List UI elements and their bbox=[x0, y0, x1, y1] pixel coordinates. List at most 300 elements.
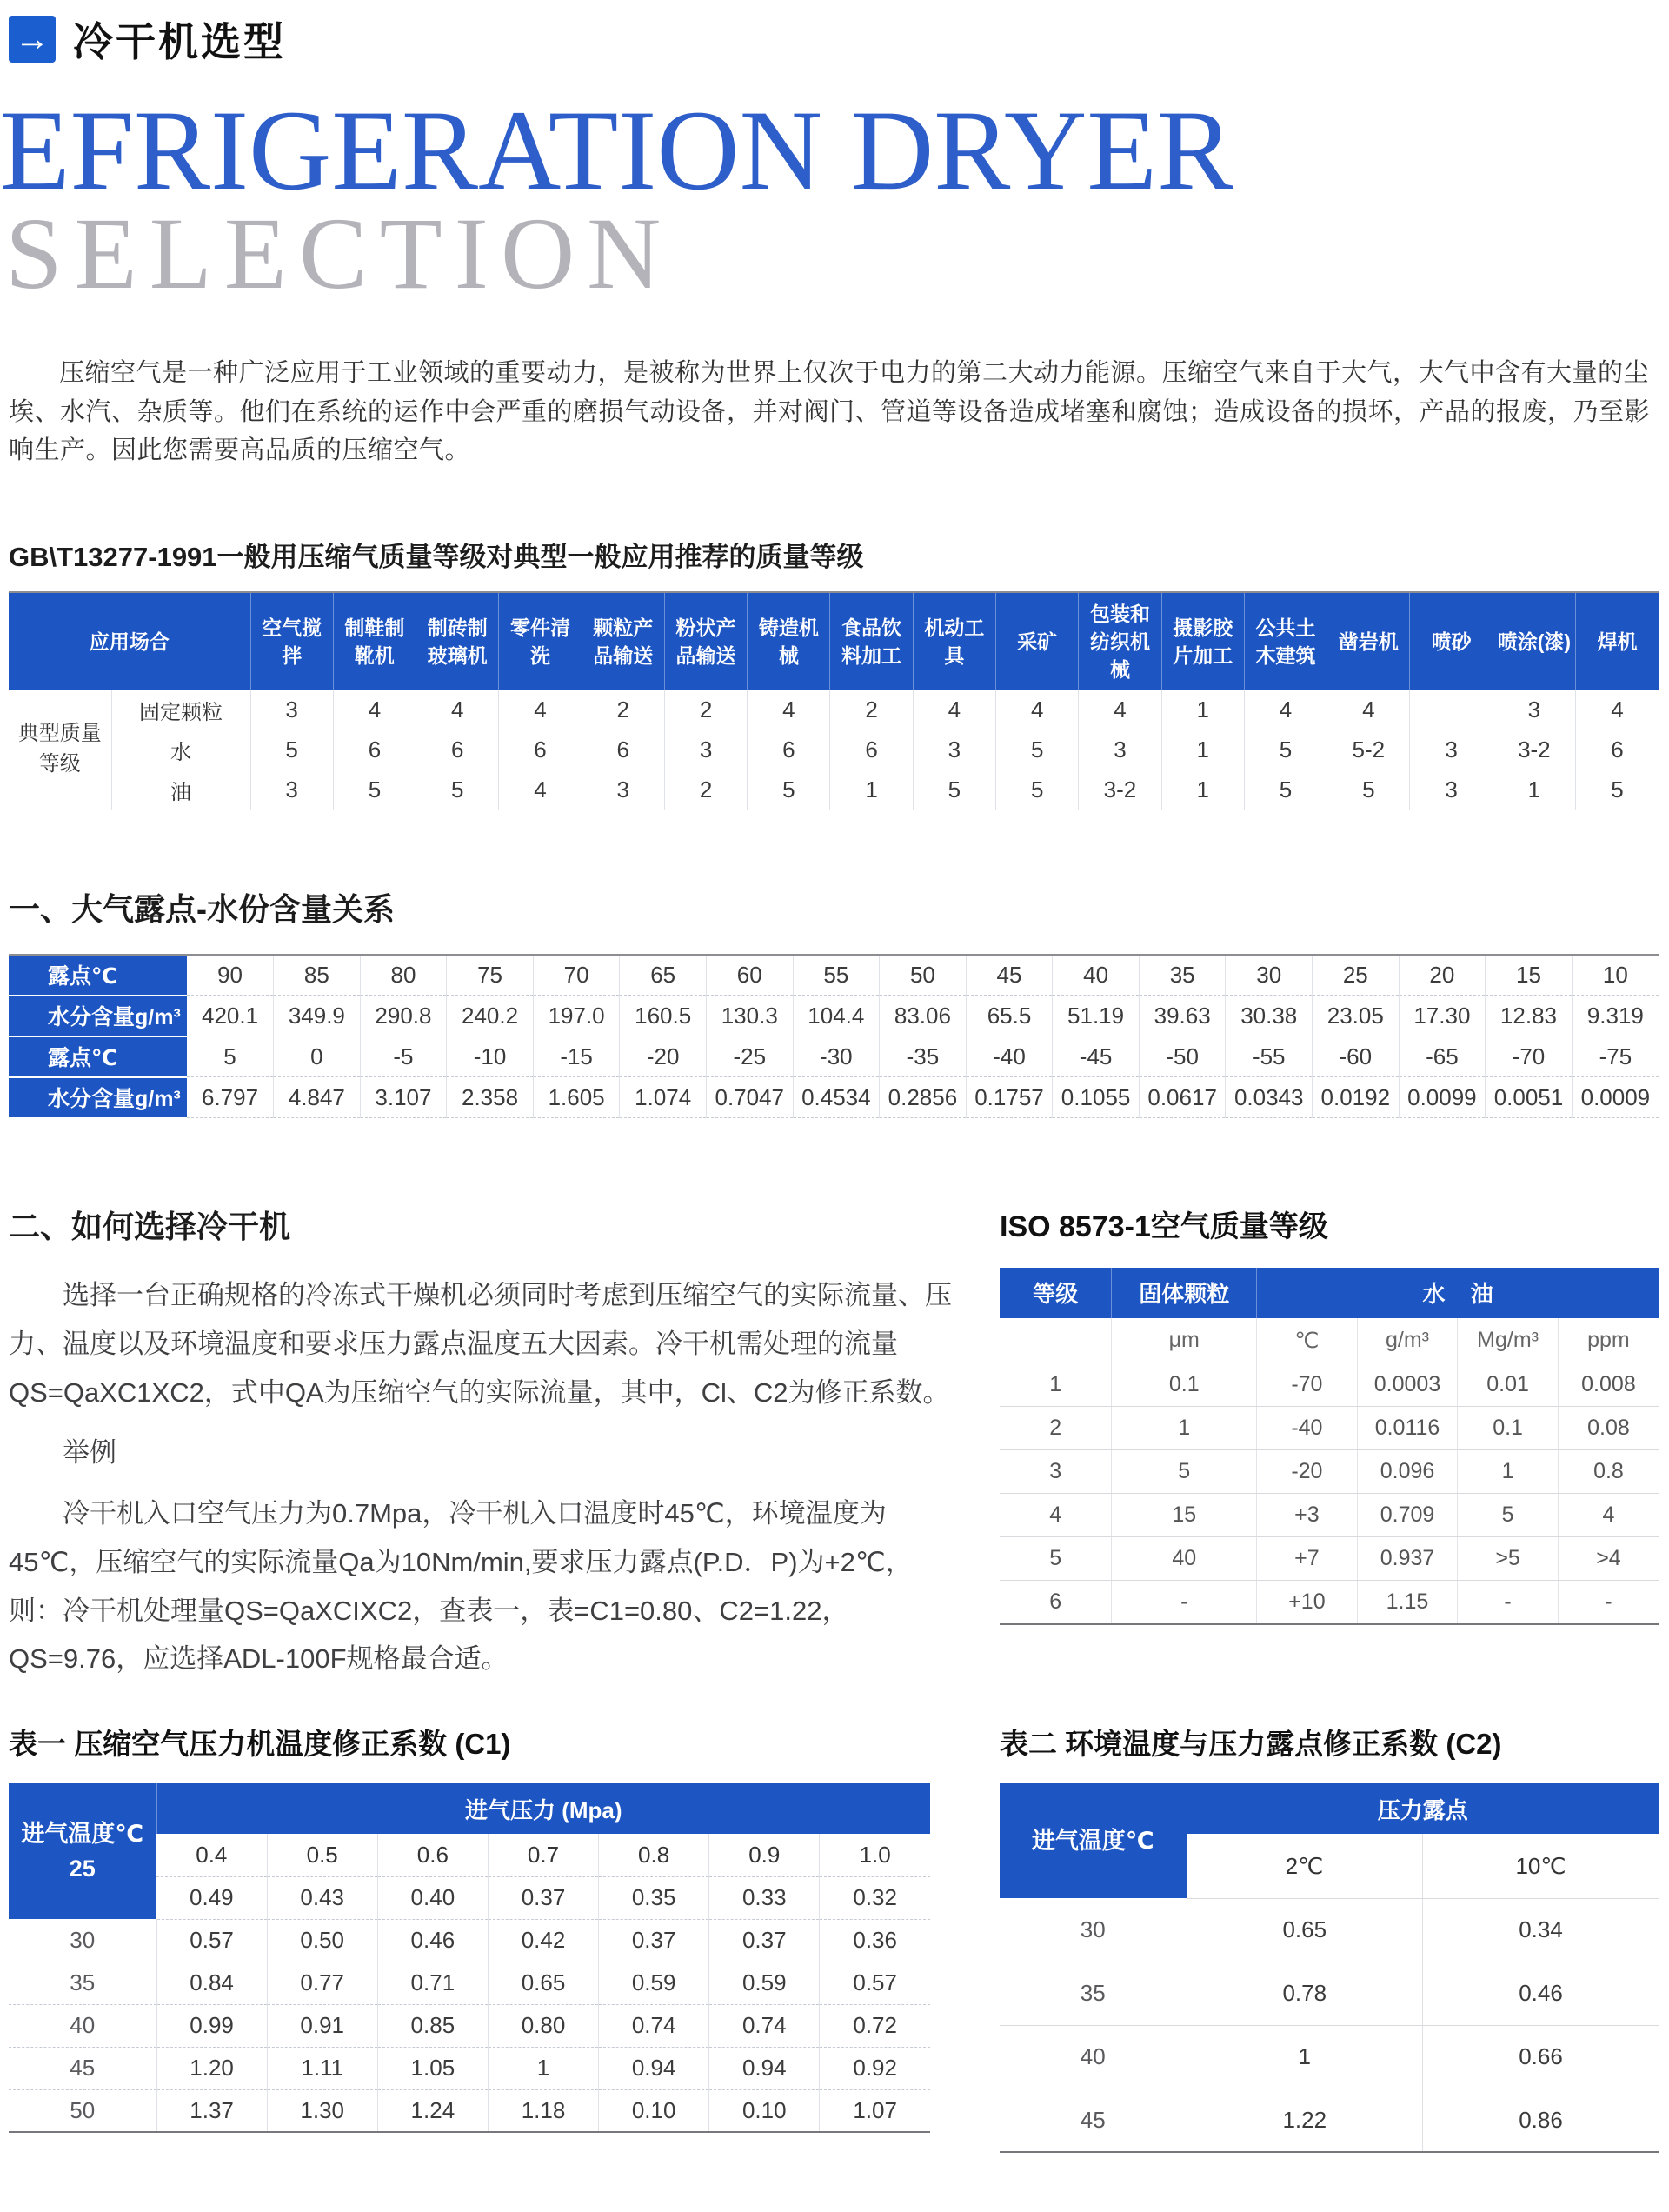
gb-cell: 5 bbox=[1576, 770, 1659, 810]
c2-data-row bbox=[1000, 2089, 1659, 2152]
title-english-sub: SELECTION bbox=[5, 196, 674, 310]
dew-cell: 10 bbox=[1572, 955, 1659, 996]
c2-temp-cell: 30 bbox=[1000, 1898, 1187, 1962]
iso-units-blank bbox=[1000, 1318, 1112, 1363]
iso-cell: -70 bbox=[1257, 1363, 1358, 1407]
gb-header-row bbox=[9, 592, 1659, 690]
gb-cell: 3-2 bbox=[1079, 770, 1161, 810]
gb-cell: 5 bbox=[996, 730, 1079, 770]
dew-cell: 1.605 bbox=[533, 1077, 620, 1118]
c1-cell: 1.30 bbox=[267, 2089, 377, 2132]
gb-cell: 3 bbox=[250, 770, 333, 810]
gb-cell: 3 bbox=[1410, 770, 1493, 810]
dewpoint-table bbox=[9, 954, 1659, 1119]
c2-corner-label: 进气温度℃ bbox=[1031, 1828, 1154, 1855]
gb-cell: 5 bbox=[333, 770, 416, 810]
dew-cell: 83.06 bbox=[880, 996, 967, 1036]
gb-data-row bbox=[9, 730, 1659, 770]
dew-cell: 0.4534 bbox=[793, 1077, 880, 1118]
c1-cell: 1 bbox=[488, 2047, 598, 2089]
iso-grade-cell: 4 bbox=[1000, 1494, 1112, 1537]
gb-cell: 6 bbox=[416, 730, 499, 770]
dew-cell: -75 bbox=[1572, 1036, 1659, 1077]
c2-dewpoint-value: 2℃ bbox=[1187, 1834, 1423, 1898]
c1-table-title: 表一 压缩空气压力机温度修正系数 (C1) bbox=[9, 1728, 511, 1761]
iso-cell: 0.08 bbox=[1558, 1407, 1659, 1450]
gb-cell: 5-2 bbox=[1327, 730, 1410, 770]
iso-cell: >4 bbox=[1558, 1537, 1659, 1581]
c1-cell: 0.35 bbox=[599, 1876, 709, 1919]
gb-column-header: 零件清洗 bbox=[499, 592, 582, 690]
gb-column-header: 铸造机械 bbox=[748, 592, 830, 690]
gb-row-label: 油 bbox=[111, 770, 250, 810]
gb-cell: 3 bbox=[1493, 690, 1575, 730]
c1-cell: 0.33 bbox=[709, 1876, 820, 1919]
gb-cell: 6 bbox=[1576, 730, 1659, 770]
dew-cell: 65.5 bbox=[966, 996, 1053, 1036]
dew-cell: 0.1757 bbox=[966, 1077, 1053, 1118]
dew-cell: 6.797 bbox=[187, 1077, 274, 1118]
dew-cell: 104.4 bbox=[793, 996, 880, 1036]
iso-grade-cell: 2 bbox=[1000, 1407, 1112, 1450]
dew-cell: 12.83 bbox=[1486, 996, 1573, 1036]
gb-row-label: 水 bbox=[111, 730, 250, 770]
c1-cell: 0.65 bbox=[488, 1962, 598, 2004]
gb-cell bbox=[1410, 690, 1493, 730]
iso-grade-cell: 3 bbox=[1000, 1450, 1112, 1494]
dew-cell: 75 bbox=[447, 955, 534, 996]
iso-cell: - bbox=[1458, 1581, 1559, 1624]
dew-cell: 0 bbox=[274, 1036, 361, 1077]
dew-cell: 51.19 bbox=[1053, 996, 1140, 1036]
c2-table-title: 表二 环境温度与压力露点修正系数 (C2) bbox=[1000, 1728, 1502, 1761]
gb-cell: 4 bbox=[996, 690, 1079, 730]
c1-pressure-value: 0.6 bbox=[377, 1834, 488, 1876]
gb-corner-header: 应用场合 bbox=[9, 592, 250, 690]
iso-cell: 0.096 bbox=[1357, 1450, 1458, 1494]
dew-cell: -15 bbox=[533, 1036, 620, 1077]
c1-cell: 0.92 bbox=[820, 2047, 930, 2089]
gb-column-header: 颗粒产品输送 bbox=[582, 592, 664, 690]
gb-cell: 6 bbox=[499, 730, 582, 770]
gb-cell: 5 bbox=[913, 770, 995, 810]
iso-cell: 0.937 bbox=[1357, 1537, 1458, 1581]
c2-cell: 0.78 bbox=[1187, 1962, 1423, 2025]
dew-cell: 0.7047 bbox=[706, 1077, 793, 1118]
iso-header-solid-particles: 固体颗粒 bbox=[1112, 1268, 1257, 1318]
iso-data-row bbox=[1000, 1537, 1659, 1581]
dew-cell: 160.5 bbox=[620, 996, 707, 1036]
dew-cell: 30 bbox=[1226, 955, 1313, 996]
iso-unit-header: ppm bbox=[1558, 1318, 1659, 1363]
gb-cell: 4 bbox=[416, 690, 499, 730]
example-label: 举例 bbox=[63, 1437, 116, 1469]
gb-cell: 5 bbox=[1244, 770, 1327, 810]
dew-cell: 40 bbox=[1053, 955, 1140, 996]
gb-column-header: 食品饮料加工 bbox=[830, 592, 913, 690]
dew-cell: 290.8 bbox=[360, 996, 447, 1036]
dew-cell: 3.107 bbox=[360, 1077, 447, 1118]
dew-row-label: 水分含量g/m³ bbox=[9, 996, 187, 1036]
dew-cell: 70 bbox=[533, 955, 620, 996]
iso-data-row bbox=[1000, 1494, 1659, 1537]
iso-cell: - bbox=[1112, 1581, 1257, 1624]
c1-header-row bbox=[9, 1783, 930, 1834]
dew-cell: 0.0051 bbox=[1486, 1077, 1573, 1118]
gb-cell: 3 bbox=[664, 730, 747, 770]
gb-quality-table bbox=[9, 591, 1659, 810]
iso-data-row bbox=[1000, 1581, 1659, 1624]
iso-cell: 0.1 bbox=[1112, 1363, 1257, 1407]
c1-cell: 0.10 bbox=[599, 2089, 709, 2132]
c1-cell: 0.46 bbox=[377, 1919, 488, 1962]
iso-cell: -20 bbox=[1257, 1450, 1358, 1494]
dew-row-label: 露点℃ bbox=[9, 955, 187, 996]
iso-cell: 1 bbox=[1458, 1450, 1559, 1494]
gb-cell: 4 bbox=[1079, 690, 1161, 730]
iso-cell: 0.709 bbox=[1357, 1494, 1458, 1537]
iso-cell: +10 bbox=[1257, 1581, 1358, 1624]
c1-column bbox=[9, 1722, 952, 2153]
gb-cell: 1 bbox=[1161, 690, 1244, 730]
dew-cell: 1.074 bbox=[620, 1077, 707, 1118]
c1-pressure-value: 1.0 bbox=[820, 1834, 930, 1876]
gb-cell: 2 bbox=[830, 690, 913, 730]
dew-cell: 65 bbox=[620, 955, 707, 996]
gb-cell: 5 bbox=[250, 730, 333, 770]
iso-cell: 0.008 bbox=[1558, 1363, 1659, 1407]
c2-correction-table bbox=[1000, 1783, 1659, 2153]
gb-cell: 3 bbox=[913, 730, 995, 770]
dew-cell: 130.3 bbox=[706, 996, 793, 1036]
gb-data-row bbox=[9, 770, 1659, 810]
dew-cell: 0.0192 bbox=[1313, 1077, 1400, 1118]
dew-cell: 0.2856 bbox=[880, 1077, 967, 1118]
gb-cell: 5 bbox=[996, 770, 1079, 810]
iso-cell: 0.8 bbox=[1558, 1450, 1659, 1494]
gb-cell: 2 bbox=[664, 770, 747, 810]
gb-column-header: 制砖制玻璃机 bbox=[416, 592, 499, 690]
dew-cell: -40 bbox=[966, 1036, 1053, 1077]
c1-data-row bbox=[9, 1962, 930, 2004]
gb-column-header: 包装和纺织机械 bbox=[1079, 592, 1161, 690]
c1-cell: 1.07 bbox=[820, 2089, 930, 2132]
c2-column bbox=[1000, 1722, 1659, 2153]
gb-column-header: 机动工具 bbox=[913, 592, 995, 690]
dew-cell: 15 bbox=[1486, 955, 1573, 996]
iso-table-title: ISO 8573-1空气质量等级 bbox=[1000, 1209, 1328, 1243]
dew-cell: 80 bbox=[360, 955, 447, 996]
c2-cell: 1.22 bbox=[1187, 2089, 1423, 2152]
iso-unit-header: g/m³ bbox=[1357, 1318, 1458, 1363]
gb-cell: 6 bbox=[582, 730, 664, 770]
iso-air-quality-table bbox=[1000, 1268, 1659, 1625]
gb-cell: 4 bbox=[333, 690, 416, 730]
c1-corner-cell bbox=[9, 1783, 156, 1919]
dew-cell: -30 bbox=[793, 1036, 880, 1077]
dew-cell: 60 bbox=[706, 955, 793, 996]
selection-section bbox=[9, 1203, 1659, 1683]
dew-cell: 39.63 bbox=[1139, 996, 1226, 1036]
c1-cell: 0.50 bbox=[267, 1919, 377, 1962]
dew-cell: 349.9 bbox=[274, 996, 361, 1036]
dew-cell: 420.1 bbox=[187, 996, 274, 1036]
c1-pressure-value: 0.9 bbox=[709, 1834, 820, 1876]
gb-column-header: 公共土木建筑 bbox=[1244, 592, 1327, 690]
gb-cell: 3 bbox=[250, 690, 333, 730]
dew-cell: 9.319 bbox=[1572, 996, 1659, 1036]
iso-cell: 0.01 bbox=[1458, 1363, 1559, 1407]
iso-grade-cell: 6 bbox=[1000, 1581, 1112, 1624]
c2-dewpoint-header: 压力露点 bbox=[1187, 1783, 1659, 1834]
iso-cell: >5 bbox=[1458, 1537, 1559, 1581]
c2-data-row bbox=[1000, 1898, 1659, 1962]
dew-cell: 5 bbox=[187, 1036, 274, 1077]
c1-data-row bbox=[9, 1919, 930, 1962]
c1-data-row bbox=[9, 2004, 930, 2047]
c2-data-row bbox=[1000, 2025, 1659, 2089]
c1-cell: 0.91 bbox=[267, 2004, 377, 2047]
gb-cell: 4 bbox=[1244, 690, 1327, 730]
gb-cell: 5 bbox=[1244, 730, 1327, 770]
dew-cell: 0.0099 bbox=[1399, 1077, 1486, 1118]
dew-cell: 35 bbox=[1139, 955, 1226, 996]
dew-cell: 2.358 bbox=[447, 1077, 534, 1118]
dew-cell: -55 bbox=[1226, 1036, 1313, 1077]
c1-cell: 0.10 bbox=[709, 2089, 820, 2132]
gb-cell: 6 bbox=[333, 730, 416, 770]
gb-column-header: 喷涂(漆) bbox=[1493, 592, 1575, 690]
gb-column-header: 焊机 bbox=[1576, 592, 1659, 690]
gb-cell: 6 bbox=[748, 730, 830, 770]
dew-cell: 0.0343 bbox=[1226, 1077, 1313, 1118]
iso-header-grade: 等级 bbox=[1000, 1268, 1112, 1318]
iso-cell: -40 bbox=[1257, 1407, 1358, 1450]
c1-cell: 0.74 bbox=[709, 2004, 820, 2047]
gb-column-header: 制鞋制靴机 bbox=[333, 592, 416, 690]
gb-cell: 3-2 bbox=[1493, 730, 1575, 770]
arrow-right-icon bbox=[9, 16, 56, 63]
gb-cell: 4 bbox=[499, 690, 582, 730]
c1-cell: 0.42 bbox=[488, 1919, 598, 1962]
gb-cell: 1 bbox=[1493, 770, 1575, 810]
c1-cell: 0.40 bbox=[377, 1876, 488, 1919]
c1-cell: 0.72 bbox=[820, 2004, 930, 2047]
c1-cell: 1.05 bbox=[377, 2047, 488, 2089]
c2-cell: 0.66 bbox=[1423, 2025, 1659, 2089]
c1-cell: 1.18 bbox=[488, 2089, 598, 2132]
c1-data-row bbox=[9, 2047, 930, 2089]
page-header bbox=[9, 10, 1659, 68]
gb-cell: 3 bbox=[1079, 730, 1161, 770]
c1-cell: 0.99 bbox=[156, 2004, 267, 2047]
c1-cell: 0.49 bbox=[156, 1876, 267, 1919]
c1-pressure-value: 0.7 bbox=[488, 1834, 598, 1876]
c1-cell: 1.11 bbox=[267, 2047, 377, 2089]
iso-cell: 1 bbox=[1112, 1407, 1257, 1450]
c1-cell: 0.37 bbox=[709, 1919, 820, 1962]
arrow-glyph: → bbox=[15, 20, 50, 58]
dew-cell: -20 bbox=[620, 1036, 707, 1077]
dew-cell: 0.0009 bbox=[1572, 1077, 1659, 1118]
intro-paragraph: 压缩空气是一种广泛应用于工业领域的重要动力，是被称为世界上仅次于电力的第二大动力能源。压缩空气来自于大气，大气中含有大量的尘埃、水汽、杂质等。他们在系统的运作中会严重的磨损气动设备，并对阀门、管道等设备造成堵塞和腐蚀；造成设备的损坏，产品的报废，乃至影响生产。因此您需要高品质的压缩空气。 bbox=[9, 358, 1651, 465]
dew-row-label: 水分含量g/m³ bbox=[9, 1077, 187, 1118]
iso-cell: 15 bbox=[1112, 1494, 1257, 1537]
iso-cell: 0.0003 bbox=[1357, 1363, 1458, 1407]
c2-cell: 0.86 bbox=[1423, 2089, 1659, 2152]
dew-cell: -25 bbox=[706, 1036, 793, 1077]
c2-data-row bbox=[1000, 1962, 1659, 2025]
dew-cell: 90 bbox=[187, 955, 274, 996]
c1-temp-cell: 30 bbox=[9, 1919, 156, 1962]
iso-column bbox=[1000, 1203, 1659, 1683]
c1-pressure-value: 0.5 bbox=[267, 1834, 377, 1876]
dew-cell: 20 bbox=[1399, 955, 1486, 996]
gb-cell: 5 bbox=[748, 770, 830, 810]
c1-pressure-value: 0.8 bbox=[599, 1834, 709, 1876]
c1-cell: 0.57 bbox=[156, 1919, 267, 1962]
howto-paragraph: 选择一台正确规格的冷冻式干燥机必须同时考虑到压缩空气的实际流量、压力、温度以及环境温度和要求压力露点温度五大因素。冷干机需处理的流量QS=QaXC1XC2，式中QA为压缩空气的实际流量，其中，Cl、C2为修正系数。 bbox=[9, 1279, 952, 1408]
iso-units-row bbox=[1000, 1318, 1659, 1363]
iso-header-row bbox=[1000, 1268, 1659, 1318]
gb-row-group-label: 典型质量等级 bbox=[9, 690, 111, 810]
c1-temp-cell: 50 bbox=[9, 2089, 156, 2132]
c1-cell: 1.20 bbox=[156, 2047, 267, 2089]
c2-temp-cell: 45 bbox=[1000, 2089, 1187, 2152]
gb-cell: 1 bbox=[830, 770, 913, 810]
howto-column bbox=[9, 1203, 952, 1683]
iso-cell: 0.0116 bbox=[1357, 1407, 1458, 1450]
dew-cell: 85 bbox=[274, 955, 361, 996]
dew-data-row bbox=[9, 1077, 1659, 1118]
gb-row-label: 固定颗粒 bbox=[111, 690, 250, 730]
section2-title: 二、如何选择冷干机 bbox=[9, 1208, 291, 1244]
c1-cell: 0.37 bbox=[488, 1876, 598, 1919]
iso-cell: 0.1 bbox=[1458, 1407, 1559, 1450]
c2-temp-cell: 40 bbox=[1000, 2025, 1187, 2089]
gb-cell: 1 bbox=[1161, 730, 1244, 770]
gb-cell: 4 bbox=[913, 690, 995, 730]
c1-temp-cell: 45 bbox=[9, 2047, 156, 2089]
c2-dewpoint-value: 10℃ bbox=[1423, 1834, 1659, 1898]
c1-data-row bbox=[9, 2089, 930, 2132]
section1-title: 一、大气露点-水份含量关系 bbox=[9, 890, 395, 927]
c1-cell: 0.43 bbox=[267, 1876, 377, 1919]
title-english: EFRIGERATION DRYER bbox=[0, 86, 1234, 214]
c2-temp-cell: 35 bbox=[1000, 1962, 1187, 2025]
dew-cell: 0.0617 bbox=[1139, 1077, 1226, 1118]
c1-temp-cell: 35 bbox=[9, 1962, 156, 2004]
c1-cell: 0.84 bbox=[156, 1962, 267, 2004]
dew-cell: -50 bbox=[1139, 1036, 1226, 1077]
gb-cell: 6 bbox=[830, 730, 913, 770]
iso-cell: 1.15 bbox=[1357, 1581, 1458, 1624]
c1-cell: 0.77 bbox=[267, 1962, 377, 2004]
c2-header-row bbox=[1000, 1783, 1659, 1834]
iso-unit-header: Mg/m³ bbox=[1458, 1318, 1559, 1363]
dew-cell: -60 bbox=[1313, 1036, 1400, 1077]
gb-data-row bbox=[9, 690, 1659, 730]
gb-cell: 2 bbox=[664, 690, 747, 730]
c2-cell: 0.65 bbox=[1187, 1898, 1423, 1962]
iso-data-row bbox=[1000, 1450, 1659, 1494]
dew-cell: 45 bbox=[966, 955, 1053, 996]
dew-data-row bbox=[9, 1036, 1659, 1077]
dew-cell: 30.38 bbox=[1226, 996, 1313, 1036]
dew-cell: 55 bbox=[793, 955, 880, 996]
dew-data-row bbox=[9, 996, 1659, 1036]
iso-unit-header: ℃ bbox=[1257, 1318, 1358, 1363]
c1-cell: 1.24 bbox=[377, 2089, 488, 2132]
gb-column-header: 摄影胶片加工 bbox=[1161, 592, 1244, 690]
gb-cell: 3 bbox=[1410, 730, 1493, 770]
iso-cell: 40 bbox=[1112, 1537, 1257, 1581]
iso-cell: 5 bbox=[1112, 1450, 1257, 1494]
gb-cell: 4 bbox=[499, 770, 582, 810]
c2-cell: 0.46 bbox=[1423, 1962, 1659, 2025]
c1-temp-cell: 40 bbox=[9, 2004, 156, 2047]
dew-row-label: 露点℃ bbox=[9, 1036, 187, 1077]
dew-data-row bbox=[9, 955, 1659, 996]
c2-cell: 1 bbox=[1187, 2025, 1423, 2089]
dew-cell: 4.847 bbox=[274, 1077, 361, 1118]
dew-cell: -70 bbox=[1486, 1036, 1573, 1077]
gb-cell: 1 bbox=[1161, 770, 1244, 810]
page-title: 冷干机选型 bbox=[73, 19, 286, 64]
c1-cell: 0.37 bbox=[599, 1919, 709, 1962]
iso-cell: - bbox=[1558, 1581, 1659, 1624]
dew-cell: 17.30 bbox=[1399, 996, 1486, 1036]
iso-cell: +7 bbox=[1257, 1537, 1358, 1581]
c1-cell: 0.59 bbox=[709, 1962, 820, 2004]
c2-cell: 0.34 bbox=[1423, 1898, 1659, 1962]
c1-cell: 0.94 bbox=[599, 2047, 709, 2089]
example-paragraph: 冷干机入口空气压力为0.7Mpa，冷干机入口温度时45℃，环境温度为45℃，压缩空气的实际流量Qa为10Nm/min,要求压力露点(P.D．P)为+2℃，则：冷干机处理量QS=QaXCIXC2，查表一，表=C1=0.80、C2=1.22，QS=9.76，应选择ADL-100F规格最合适。 bbox=[9, 1498, 913, 1675]
gb-column-header: 空气搅拌 bbox=[250, 592, 333, 690]
dew-cell: -45 bbox=[1053, 1036, 1140, 1077]
gb-cell: 4 bbox=[748, 690, 830, 730]
iso-cell: 5 bbox=[1458, 1494, 1559, 1537]
c1-cell: 0.94 bbox=[709, 2047, 820, 2089]
iso-cell: 4 bbox=[1558, 1494, 1659, 1537]
c1-cell: 0.71 bbox=[377, 1962, 488, 2004]
c1-corner-label: 进气温度℃ bbox=[21, 1820, 144, 1847]
iso-data-row bbox=[1000, 1363, 1659, 1407]
gb-column-header: 喷砂 bbox=[1410, 592, 1493, 690]
c2-corner-cell bbox=[1000, 1783, 1187, 1898]
dew-cell: 240.2 bbox=[447, 996, 534, 1036]
c1-pressure-value: 0.4 bbox=[156, 1834, 267, 1876]
gb-cell: 2 bbox=[582, 690, 664, 730]
correction-tables-section bbox=[9, 1722, 1659, 2153]
c1-cell: 0.74 bbox=[599, 2004, 709, 2047]
dew-cell: 25 bbox=[1313, 955, 1400, 996]
dew-cell: 23.05 bbox=[1313, 996, 1400, 1036]
c1-correction-table bbox=[9, 1783, 930, 2133]
iso-unit-header: μm bbox=[1112, 1318, 1257, 1363]
iso-grade-cell: 1 bbox=[1000, 1363, 1112, 1407]
gb-table-title: GB\T13277-1991一般用压缩气质量等级对典型一般应用推荐的质量等级 bbox=[9, 542, 864, 573]
gb-column-header: 采矿 bbox=[996, 592, 1079, 690]
gb-cell: 4 bbox=[1576, 690, 1659, 730]
iso-header-water-oil: 水 油 bbox=[1257, 1268, 1659, 1318]
dew-cell: -65 bbox=[1399, 1036, 1486, 1077]
dew-cell: -5 bbox=[360, 1036, 447, 1077]
dew-cell: 197.0 bbox=[533, 996, 620, 1036]
c1-cell: 0.57 bbox=[820, 1962, 930, 2004]
c1-cell: 0.85 bbox=[377, 2004, 488, 2047]
c1-cell: 1.37 bbox=[156, 2089, 267, 2132]
